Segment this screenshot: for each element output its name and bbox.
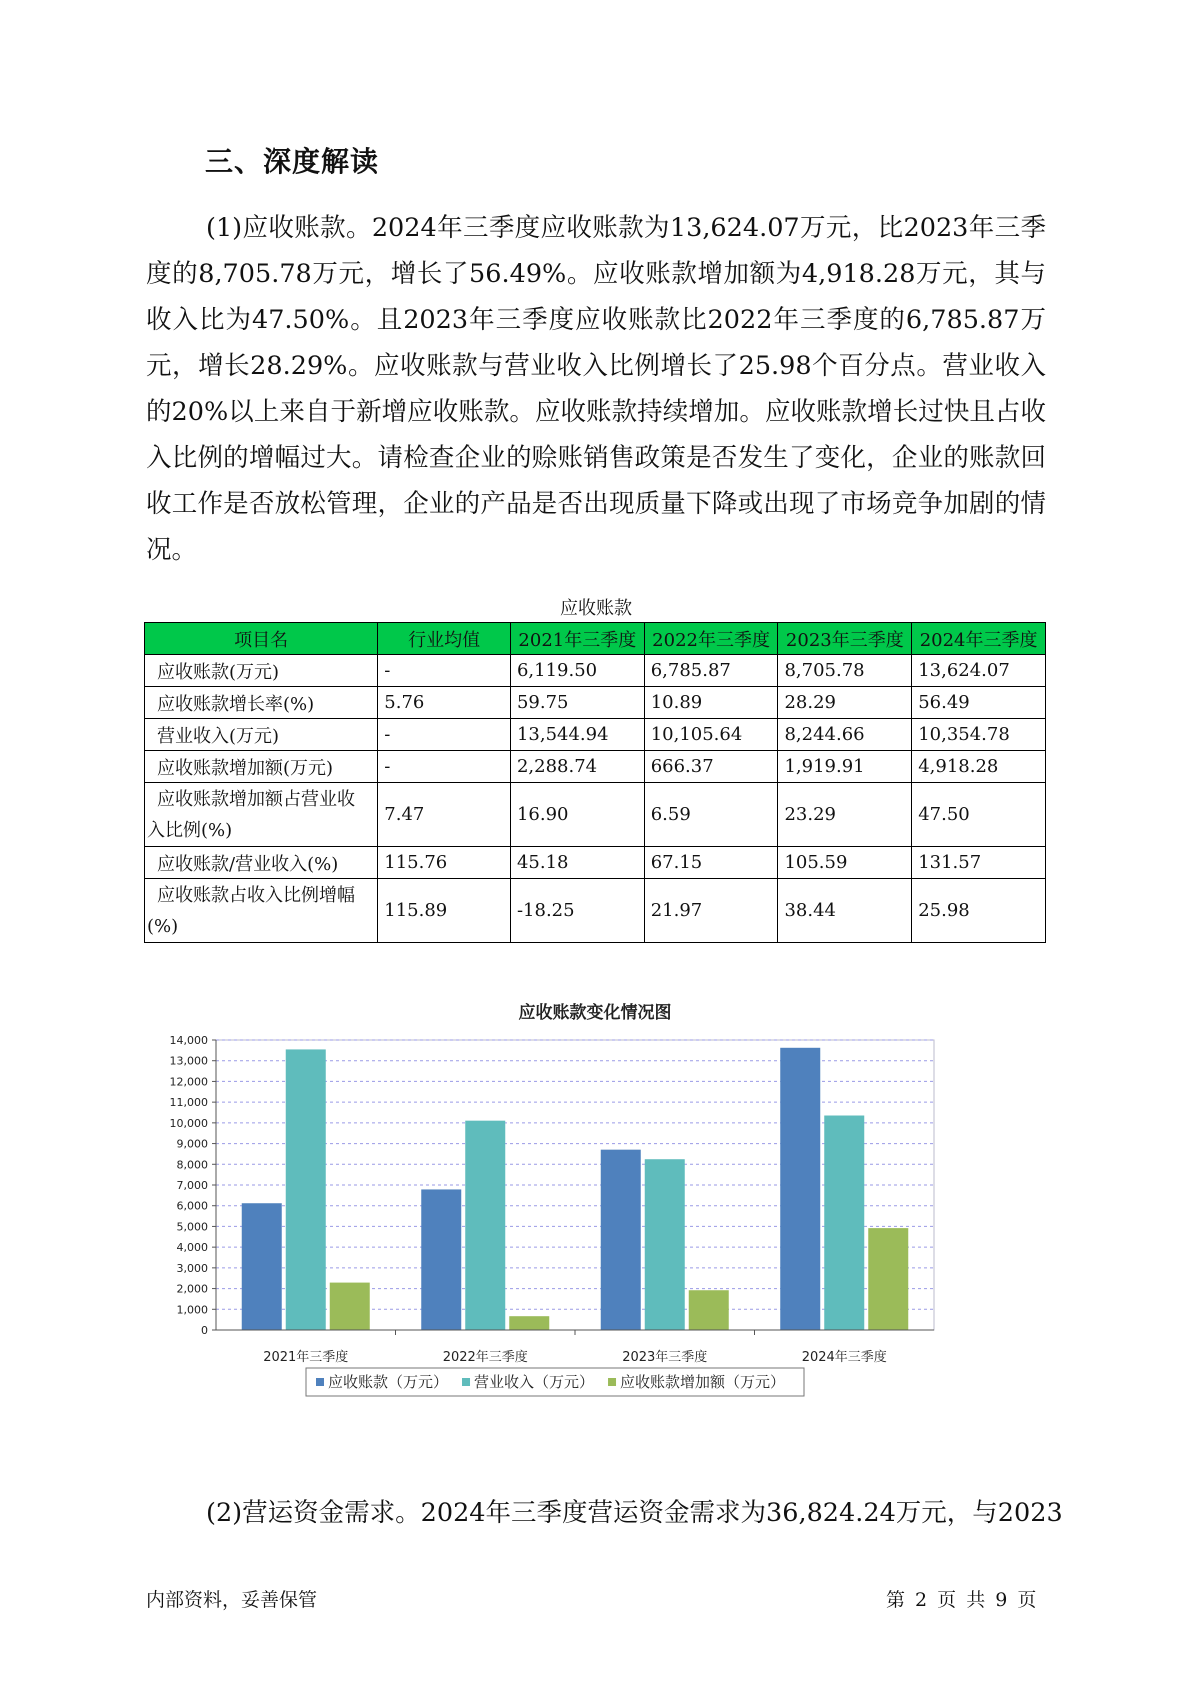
table-cell: 21.97 <box>644 879 778 943</box>
table-cell: 13,624.07 <box>912 655 1046 687</box>
legend-swatch <box>608 1378 616 1386</box>
y-tick-label: 9,000 <box>176 1137 208 1151</box>
table-row <box>145 847 1046 879</box>
analysis-paragraph-working-capital: (2)营运资金需求。2024年三季度营运资金需求为36,824.24万元，与2023 <box>206 1498 1063 1528</box>
table-caption: 应收账款 <box>560 598 632 619</box>
table-row <box>145 655 1046 687</box>
y-tick-label: 1,000 <box>176 1303 208 1317</box>
row-label: 应收账款/营业收入(%) <box>145 847 378 879</box>
chart-title: 应收账款变化情况图 <box>518 1003 672 1023</box>
table-cell: 115.89 <box>378 879 511 943</box>
table-cell: 115.76 <box>378 847 511 879</box>
receivables-table <box>144 622 1046 943</box>
x-tick-label: 2024年三季度 <box>801 1350 887 1365</box>
legend-label: 应收账款（万元） <box>328 1373 449 1391</box>
x-tick-label: 2021年三季度 <box>263 1350 349 1365</box>
chart-svg <box>140 1000 1050 1460</box>
table-cell: 13,544.94 <box>510 719 644 751</box>
analysis-paragraph-receivables: (1)应收账款。2024年三季度应收账款为13,624.07万元，比2023年三季度的8,705.78万元，增长了56.49%。应收账款增加额为4,918.28万元，其与收入比为47.50%。且2023年三季度应收账款比2022年三季度的6,785.87万元，增长28.29%。应收账款与营业收入比例增长了25.98个百分点。营业收入的20%以上来自于新增应收账款。应收账款持续增加。应收账款增长过快且占收入比例的增幅过大。请检查企业的赊账销售政策是否发生了变化，企业的账款回收工作是否放松管理，企业的产品是否出现质量下降或出现了市场竞争加剧的情况。 <box>146 213 1046 565</box>
row-label: 应收账款增加额占营业收入比例(%) <box>145 783 378 847</box>
section-heading: 三、深度解读 <box>205 145 380 178</box>
y-tick-label: 4,000 <box>176 1241 208 1255</box>
table-cell: 5.76 <box>378 687 511 719</box>
y-tick-label: 14,000 <box>169 1034 208 1047</box>
table-row <box>145 719 1046 751</box>
chart-y-axis <box>170 1034 217 1337</box>
y-tick-label: 12,000 <box>169 1075 208 1089</box>
table-cell: 6,785.87 <box>644 655 778 687</box>
table-cell: 23.29 <box>778 783 912 847</box>
receivables-chart <box>140 1000 1050 1460</box>
table-cell: 131.57 <box>912 847 1046 879</box>
table-cell: 1,919.91 <box>778 751 912 783</box>
table-cell: 4,918.28 <box>912 751 1046 783</box>
table-row <box>145 879 1046 943</box>
column-header: 项目名 <box>145 623 378 655</box>
table-cell: 10,354.78 <box>912 719 1046 751</box>
bar <box>330 1283 370 1330</box>
y-tick-label: 2,000 <box>176 1282 208 1296</box>
table-cell: 8,705.78 <box>778 655 912 687</box>
column-header: 2024年三季度 <box>912 623 1046 655</box>
table-row <box>145 687 1046 719</box>
table-cell: - <box>378 655 511 687</box>
table-cell: 38.44 <box>778 879 912 943</box>
bar <box>465 1121 505 1330</box>
bar <box>286 1049 326 1330</box>
table-cell: 10.89 <box>644 687 778 719</box>
legend-label: 营业收入（万元） <box>474 1373 595 1391</box>
row-label: 应收账款(万元) <box>145 655 378 687</box>
row-label: 营业收入(万元) <box>145 719 378 751</box>
table-cell: 6.59 <box>644 783 778 847</box>
table-row <box>145 783 1046 847</box>
table-cell: 105.59 <box>778 847 912 879</box>
bar <box>242 1203 282 1330</box>
table-cell: 45.18 <box>510 847 644 879</box>
chart-x-axis <box>216 1330 934 1365</box>
chart-legend <box>306 1368 804 1396</box>
bar <box>645 1159 685 1330</box>
y-tick-label: 8,000 <box>176 1158 208 1172</box>
y-tick-label: 5,000 <box>176 1220 208 1234</box>
table-cell: 67.15 <box>644 847 778 879</box>
bar <box>421 1189 461 1330</box>
table-cell: 56.49 <box>912 687 1046 719</box>
bar <box>509 1316 549 1330</box>
x-tick-label: 2022年三季度 <box>442 1350 528 1365</box>
table-cell: -18.25 <box>510 879 644 943</box>
y-tick-label: 11,000 <box>169 1096 208 1110</box>
bar <box>689 1290 729 1330</box>
column-header: 2023年三季度 <box>778 623 912 655</box>
row-label: 应收账款增长率(%) <box>145 687 378 719</box>
column-header: 2021年三季度 <box>510 623 644 655</box>
table-cell: - <box>378 719 511 751</box>
bar <box>601 1150 641 1330</box>
y-tick-label: 6,000 <box>176 1199 208 1213</box>
row-label: 应收账款增加额(万元) <box>145 751 378 783</box>
legend-swatch <box>316 1378 324 1386</box>
y-tick-label: 0 <box>201 1324 208 1337</box>
legend-swatch <box>462 1378 470 1386</box>
table-cell: 47.50 <box>912 783 1046 847</box>
table-cell: 6,119.50 <box>510 655 644 687</box>
bar <box>780 1048 820 1330</box>
y-tick-label: 7,000 <box>176 1179 208 1192</box>
y-tick-label: 13,000 <box>169 1054 208 1068</box>
table-cell: 8,244.66 <box>778 719 912 751</box>
table-cell: - <box>378 751 511 783</box>
footer-page-number: 第 2 页 共 9 页 <box>886 1589 1037 1611</box>
table-cell: 25.98 <box>912 879 1046 943</box>
bar <box>868 1228 908 1330</box>
column-header: 行业均值 <box>378 623 511 655</box>
table-row <box>145 751 1046 783</box>
footer-confidential-note: 内部资料，妥善保管 <box>146 1589 318 1611</box>
y-tick-label: 10,000 <box>169 1116 208 1130</box>
legend-label: 应收账款增加额（万元） <box>620 1373 786 1391</box>
x-tick-label: 2023年三季度 <box>622 1350 708 1365</box>
y-tick-label: 3,000 <box>176 1261 208 1275</box>
table-cell: 7.47 <box>378 783 511 847</box>
table-header-row <box>145 623 1046 655</box>
table-cell: 59.75 <box>510 687 644 719</box>
row-label: 应收账款占收入比例增幅(%) <box>145 879 378 943</box>
table-cell: 2,288.74 <box>510 751 644 783</box>
table-cell: 666.37 <box>644 751 778 783</box>
table-cell: 16.90 <box>510 783 644 847</box>
column-header: 2022年三季度 <box>644 623 778 655</box>
bar <box>824 1116 864 1330</box>
table-cell: 28.29 <box>778 687 912 719</box>
table-cell: 10,105.64 <box>644 719 778 751</box>
